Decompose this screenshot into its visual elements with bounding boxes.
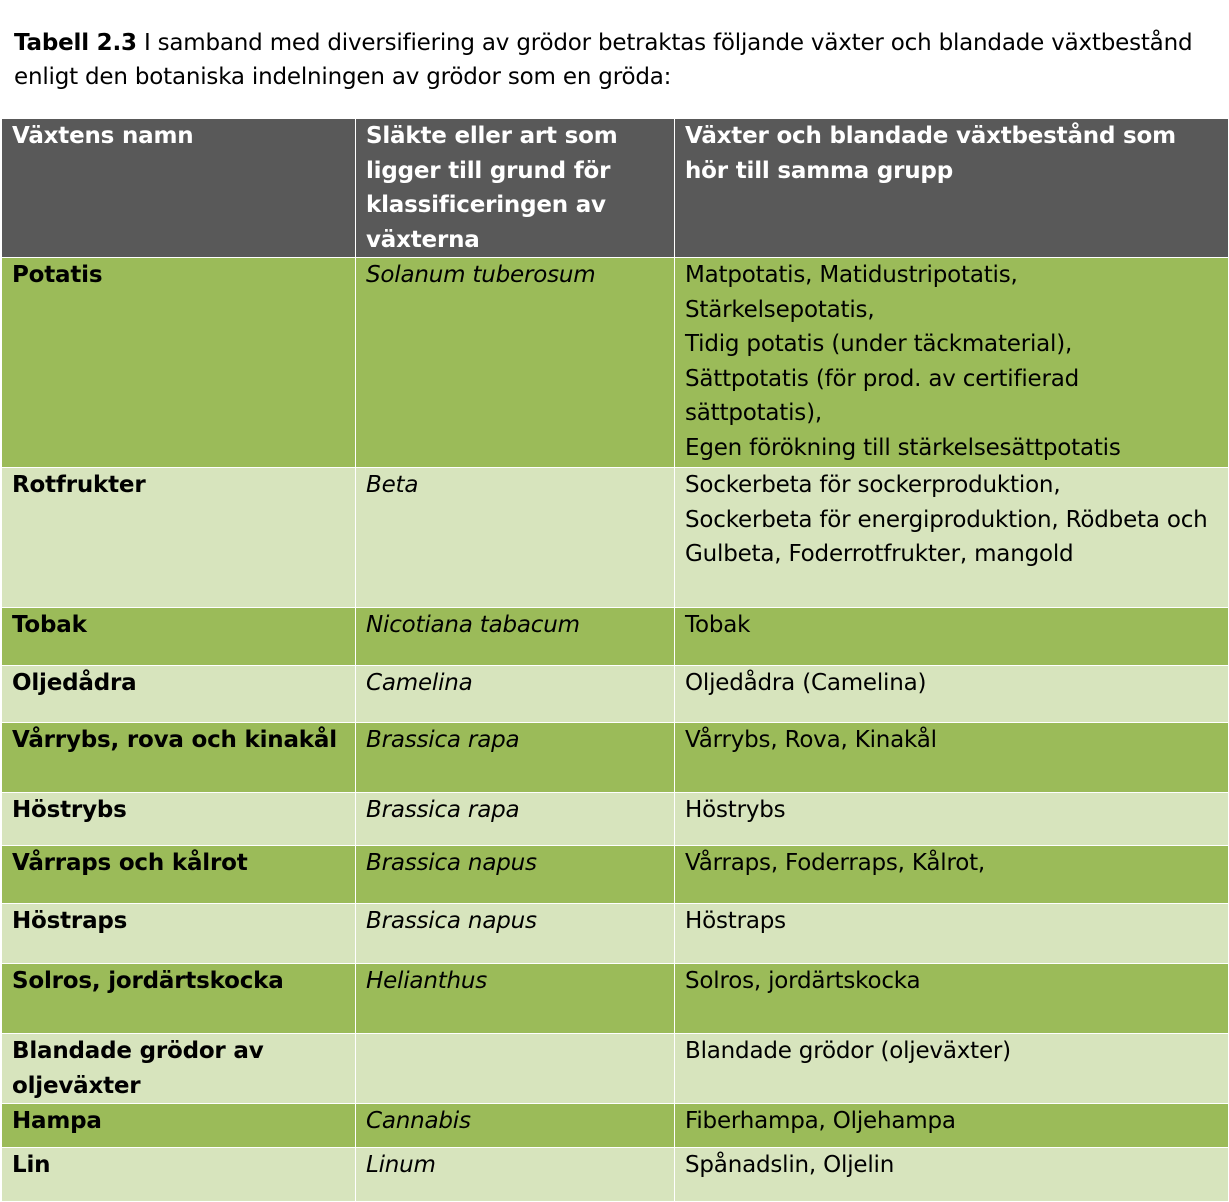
- genus-cell: Brassica rapa: [356, 723, 675, 793]
- genus-cell: Cannabis: [356, 1104, 675, 1148]
- crop-classification-table: [1, 118, 1229, 1202]
- group-cell: [675, 723, 1229, 793]
- group-text: Spånadslin, Oljelin: [685, 1152, 895, 1178]
- plant-name-cell: Höstraps: [2, 904, 356, 964]
- table-row: [2, 608, 1229, 666]
- group-cell: [675, 666, 1229, 723]
- table-row: [2, 1034, 1229, 1104]
- group-cell: [675, 1034, 1229, 1104]
- group-text: Höstraps: [685, 908, 786, 934]
- genus-cell: Brassica napus: [356, 904, 675, 964]
- group-cell: [675, 468, 1229, 608]
- table-caption: [14, 26, 1214, 94]
- group-cell: [675, 1148, 1229, 1202]
- plant-name-cell: Rotfrukter: [2, 468, 356, 608]
- plant-name-cell: Höstrybs: [2, 793, 356, 846]
- group-cell: [675, 1104, 1229, 1148]
- plant-name-cell: Hampa: [2, 1104, 356, 1148]
- table-row: [2, 846, 1229, 904]
- genus-cell: Brassica napus: [356, 846, 675, 904]
- group-text: Matpotatis, Matidustripotatis, Stärkelsepotatis, Tidig potatis (under täckmaterial), Sättpotatis (för prod. av certifierad sättpotatis), Egen förökning till stärkelsesättpotatis: [685, 262, 1121, 461]
- group-cell: [675, 608, 1229, 666]
- group-cell: [675, 964, 1229, 1034]
- group-cell: [675, 258, 1229, 468]
- table-row: [2, 1148, 1229, 1202]
- plant-name-cell: Tobak: [2, 608, 356, 666]
- table-row: [2, 793, 1229, 846]
- plant-name-cell: Potatis: [2, 258, 356, 468]
- header-genus-species: Släkte eller art som ligger till grund för klassificeringen av växterna: [356, 119, 675, 258]
- group-text: Oljedådra (Camelina): [685, 670, 927, 696]
- header-plant-group: Växter och blandade växtbestånd som hör till samma grupp: [675, 119, 1229, 258]
- table-header-row: [2, 119, 1229, 258]
- group-cell: [675, 793, 1229, 846]
- caption-label: Tabell 2.3: [14, 30, 137, 56]
- header-plant-name: Växtens namn: [2, 119, 356, 258]
- genus-cell: Camelina: [356, 666, 675, 723]
- table-row: [2, 964, 1229, 1034]
- plant-name-cell: Vårrybs, rova och kinakål: [2, 723, 356, 793]
- group-text: Blandade grödor (oljeväxter): [685, 1038, 1011, 1064]
- genus-cell: Beta: [356, 468, 675, 608]
- plant-name-cell: Vårraps och kålrot: [2, 846, 356, 904]
- group-text: Fiberhampa, Oljehampa: [685, 1108, 956, 1134]
- table-row: [2, 468, 1229, 608]
- group-text: Vårrybs, Rova, Kinakål: [685, 727, 937, 753]
- genus-cell: [356, 1034, 675, 1104]
- group-text: Tobak: [685, 612, 751, 638]
- table-row: [2, 666, 1229, 723]
- group-text: Solros, jordärtskocka: [685, 968, 921, 994]
- genus-cell: Brassica rapa: [356, 793, 675, 846]
- genus-cell: Solanum tuberosum: [356, 258, 675, 468]
- group-text: Sockerbeta för sockerproduktion, Sockerbeta för energiproduktion, Rödbeta och Gulbeta, Foderrotfrukter, mangold: [685, 472, 1208, 567]
- table-row: [2, 904, 1229, 964]
- table-row: [2, 1104, 1229, 1148]
- group-cell: [675, 846, 1229, 904]
- caption-text: I samband med diversifiering av grödor betraktas följande växter och blandade växtbestånd enligt den botaniska indelningen av grödor som en gröda:: [14, 30, 1193, 90]
- plant-name-cell: Oljedådra: [2, 666, 356, 723]
- table-row: [2, 258, 1229, 468]
- plant-name-cell: Solros, jordärtskocka: [2, 964, 356, 1034]
- genus-cell: Nicotiana tabacum: [356, 608, 675, 666]
- group-text: Vårraps, Foderraps, Kålrot,: [685, 850, 986, 876]
- group-cell: [675, 904, 1229, 964]
- plant-name-cell: Lin: [2, 1148, 356, 1202]
- plant-name-cell: Blandade grödor av oljeväxter: [2, 1034, 356, 1104]
- genus-cell: Helianthus: [356, 964, 675, 1034]
- genus-cell: Linum: [356, 1148, 675, 1202]
- table-row: [2, 723, 1229, 793]
- group-text: Höstrybs: [685, 797, 786, 823]
